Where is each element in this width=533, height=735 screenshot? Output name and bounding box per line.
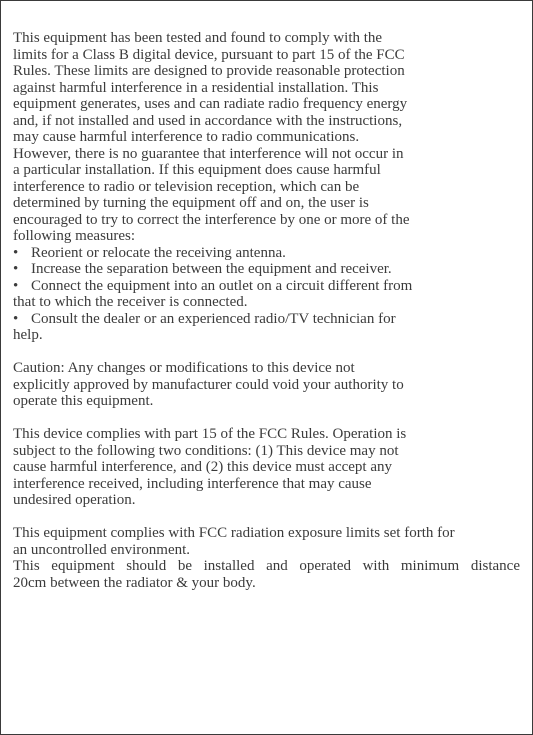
caution-line: explicitly approved by manufacturer could void your authority to [13, 376, 404, 393]
intro-line: and, if not installed and used in accordance with the instructions, [13, 112, 403, 129]
radiation-exposure-paragraph [13, 525, 520, 591]
radiation-line: This equipment complies with FCC radiation exposure limits set forth for [13, 525, 455, 541]
radiation-line: an uncontrolled environment. [13, 541, 191, 558]
intro-line: limits for a Class B digital device, pursuant to part 15 of the FCC [13, 46, 405, 63]
intro-line: against harmful interference in a residential installation. This [13, 79, 379, 96]
bullet-icon: • [13, 244, 19, 261]
list-item [13, 311, 520, 328]
measures-list [13, 245, 520, 344]
part15-line: cause harmful interference, and (2) this device must accept any [13, 459, 392, 475]
measure-continuation: help. [13, 327, 43, 343]
caution-paragraph [13, 360, 520, 410]
intro-line: However, there is no guarantee that interference will not occur in [13, 145, 404, 162]
radiation-justified-line: This equipment should be installed and operated with minimum distance [13, 558, 520, 574]
intro-line: a particular installation. If this equipment does cause harmful [13, 162, 381, 178]
list-item [13, 278, 520, 295]
part15-line: This device complies with part 15 of the FCC Rules. Operation is [13, 426, 407, 442]
bullet-icon: • [13, 277, 19, 294]
intro-line: determined by turning the equipment off and on, the user is [13, 195, 369, 211]
intro-line: interference to radio or television reception, which can be [13, 178, 360, 195]
fcc-intro-paragraph [13, 30, 520, 245]
measure-text: Connect the equipment into an outlet on a circuit different from [31, 277, 413, 294]
intro-line: following measures: [13, 228, 136, 244]
part15-paragraph [13, 426, 520, 509]
list-item [13, 245, 520, 262]
intro-line: encouraged to try to correct the interference by one or more of the [13, 211, 410, 228]
intro-line: This equipment has been tested and found to comply with the [13, 30, 383, 46]
caution-line: Caution: Any changes or modifications to this device not [13, 360, 355, 376]
measure-text: Consult the dealer or an experienced radio/TV technician for [31, 310, 396, 327]
part15-line: undesired operation. [13, 492, 136, 508]
intro-line: equipment generates, uses and can radiate radio frequency energy [13, 96, 408, 112]
radiation-last-line: 20cm between the radiator & your body. [13, 574, 256, 591]
part15-line: interference received, including interference that may cause [13, 475, 372, 492]
intro-line: may cause harmful interference to radio communications. [13, 129, 360, 145]
measure-continuation: that to which the receiver is connected. [13, 294, 248, 310]
measure-text: Increase the separation between the equipment and receiver. [31, 261, 392, 277]
measure-text: Reorient or relocate the receiving antenna. [31, 244, 286, 261]
bullet-icon: • [13, 261, 19, 277]
intro-line: Rules. These limits are designed to provide reasonable protection [13, 63, 405, 79]
list-item [13, 261, 520, 278]
caution-line: operate this equipment. [13, 393, 154, 409]
bullet-icon: • [13, 310, 19, 327]
part15-line: subject to the following two conditions: (1) This device may not [13, 442, 399, 459]
